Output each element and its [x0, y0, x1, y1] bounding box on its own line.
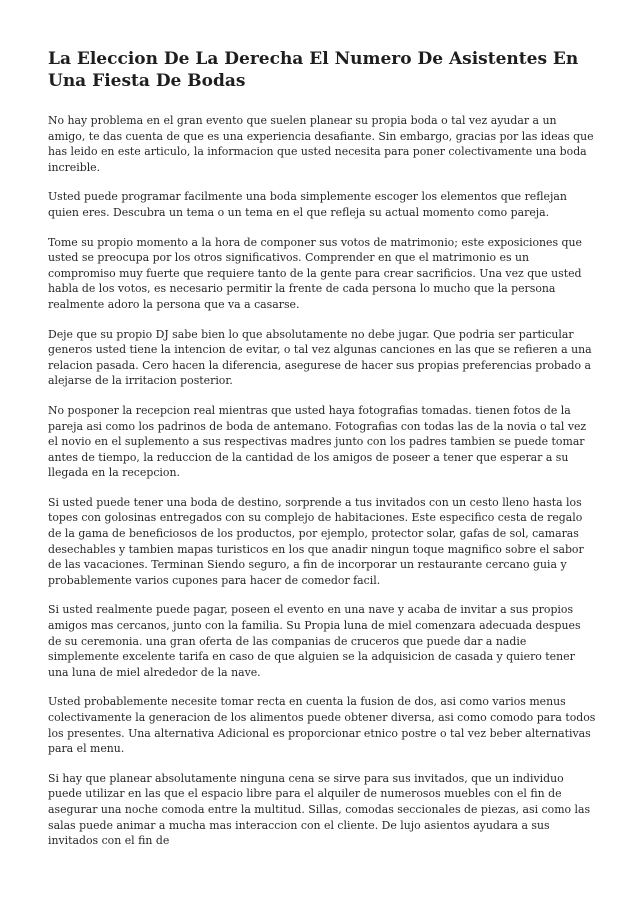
paragraph-3: Tome su propio momento a la hora de componer sus votos de matrimonio; este exposiciones que usted se preocupa por los otros significativos. Comprender en que el matrimonio es un compromiso muy fuerte que requiere tanto de la gente para crear sacrificios. Una vez que usted habla de los votos, es necesario permitir la frente de cada persona lo mucho que la persona realmente adoro la persona que va a casarse.	[48, 235, 582, 311]
document-page	[48, 48, 596, 863]
paragraph-8: Usted probablemente necesite tomar recta en cuenta la fusion de dos, asi como varios menus colectivamente la generacion de los alimentos puede obtener diversa, asi como comodo para todos los presentes. Una alternativa Adicional es proporcionar etnico postre o tal vez beber alternativas para el menu.	[48, 695, 596, 756]
paragraph-9: Si hay que planear absolutamente ninguna cena se sirve para sus invitados, que un individuo puede utilizar en las que el espacio libre para el alquiler de numerosos muebles con el fin de asegurar una noche comoda entre la multitud. Sillas, comodas seccionales de piezas, asi como las salas puede animar a mucha mas interaccion con el cliente. De lujo asientos ayudara a sus invitados con el fin de	[48, 771, 591, 848]
paragraph-6: Si usted puede tener una boda de destino, sorprende a tus invitados con un cesto lleno hasta los topes con golosinas entregados con su complejo de habitaciones. Este especifico cesta de regalo de la gama de beneficiosos de los productos, por ejemplo, protector solar, gafas de sol, camaras desechables y tambien mapas turisticos en los que anadir ningun toque magnifico sobre el sabor de las vacaciones. Terminan Siendo seguro, a fin de incorporar un restaurante cercano guia y probablemente varios cupones para hacer de comedor facil.	[48, 495, 584, 587]
paragraph-1: No hay problema en el gran evento que suelen planear su propia boda o tal vez ayudar a un amigo, te das cuenta de que es una experiencia desafiante. Sin embargo, gracias por las ideas que has leido en este articulo, la informacion que usted necesita para poner colectivamente una boda increible.	[48, 114, 594, 174]
document-title: La Eleccion De La Derecha El Numero De Asistentes En Una Fiesta De Bodas	[48, 49, 579, 91]
paragraph-2: Usted puede programar facilmente una boda simplemente escoger los elementos que reflejan quien eres. Descubra un tema o un tema en el que refleja su actual momento como pareja.	[48, 190, 567, 219]
paragraph-5: No posponer la recepcion real mientras que usted haya fotografias tomadas. tienen fotos de la pareja asi como los padrinos de boda de antemano. Fotografias con todas las de la novia o tal vez el novio en el suplemento a sus respectivas madres junto con los padres tambien se puede tomar antes de tiempo, la reduccion de la cantidad de los amigos de poseer a tener que esperar a su llegada en la recepcion.	[48, 403, 587, 480]
paragraph-7: Si usted realmente puede pagar, poseen el evento en una nave y acaba de invitar a sus propios amigos mas cercanos, junto con la familia. Su Propia luna de miel comenzara adecuada despues de su ceremonia. una gran oferta de las companias de cruceros que puede dar a nadie simplemente excelente tarifa en caso de que alguien se la adquisicion de casada y quiero tener una luna de miel alrededor de la nave.	[48, 603, 581, 679]
paragraph-4: Deje que su propio DJ sabe bien lo que absolutamente no debe jugar. Que podria ser particular generos usted tiene la intencion de evitar, o tal vez algunas canciones en las que se refieren a una relacion pasada. Cero hacen la diferencia, asegurese de hacer sus propias preferencias probado a alejarse de la irritacion posterior.	[48, 327, 592, 388]
